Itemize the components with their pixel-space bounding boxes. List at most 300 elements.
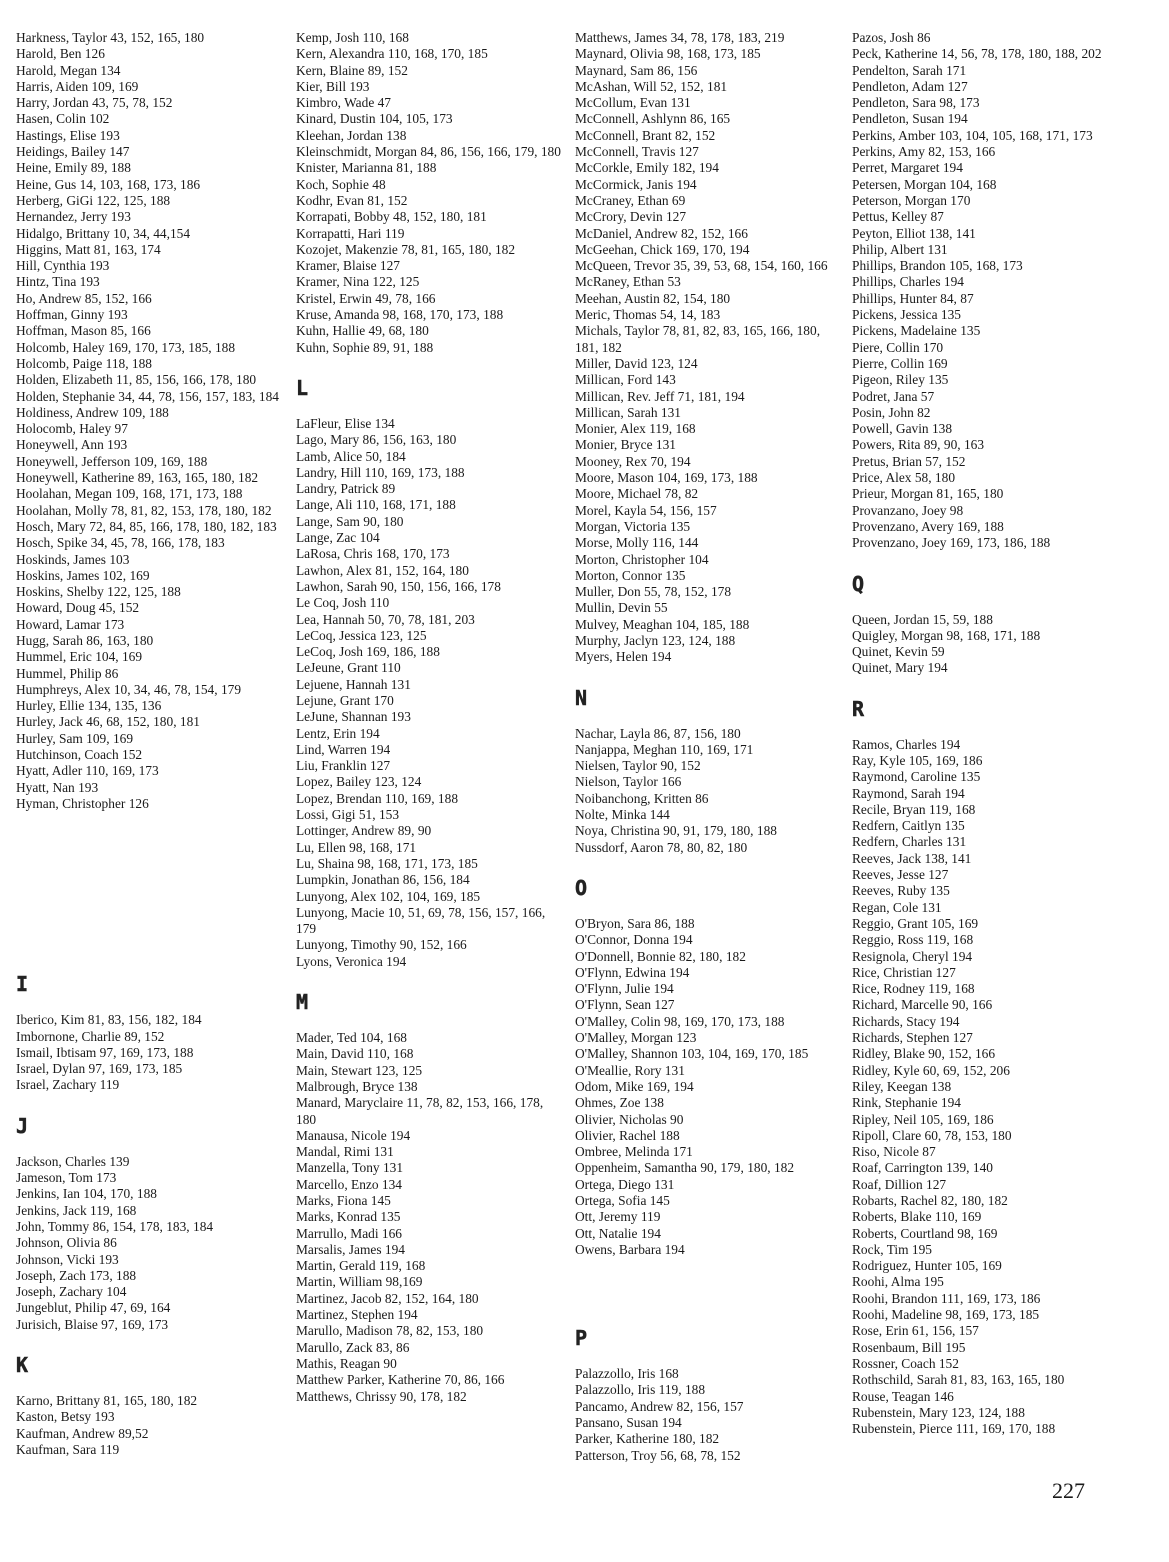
- index-entry: Provenzano, Joey 169, 173, 186, 188: [852, 535, 1051, 551]
- index-column-1: [16, 30, 284, 1458]
- index-entry: Liu, Franklin 127: [296, 758, 391, 774]
- index-entry: Holden, Stephanie 34, 44, 78, 156, 157, 183, 184: [16, 388, 279, 404]
- index-entry: Hutchinson, Coach 152: [16, 747, 143, 763]
- index-column-2: [296, 30, 564, 1405]
- index-entry: O'Flynn, Edwina 194: [575, 964, 690, 980]
- index-entry: Holden, Elizabeth 11, 85, 156, 166, 178, 180: [16, 372, 257, 388]
- index-entry: Kozojet, Makenzie 78, 81, 165, 180, 182: [296, 241, 516, 257]
- index-entry: Monier, Bryce 131: [575, 437, 676, 453]
- index-entry: Morgan, Victoria 135: [575, 518, 691, 534]
- index-section: [16, 1114, 284, 1333]
- page-number: 227: [1052, 1478, 1085, 1503]
- index-entry: Millican, Ford 143: [575, 372, 676, 388]
- index-entry: Lejuene, Hannah 131: [296, 676, 411, 692]
- index-entry: Honeywell, Katherine 89, 163, 165, 180, 182: [16, 470, 259, 486]
- index-section: [852, 572, 1132, 677]
- index-entry: Kaufman, Sara 119: [16, 1441, 120, 1457]
- index-entry: Rubenstein, Pierce 111, 169, 170, 188: [852, 1421, 1056, 1437]
- index-entry: LaRosa, Chris 168, 170, 173: [296, 546, 450, 562]
- index-entry: Pansano, Susan 194: [575, 1415, 682, 1431]
- index-entry: Jenkins, Ian 104, 170, 188: [16, 1186, 157, 1202]
- index-entry: Roohi, Madeline 98, 169, 173, 185: [852, 1307, 1040, 1323]
- index-entry: Reeves, Jack 138, 141: [852, 850, 972, 866]
- index-entry: Moore, Mason 104, 169, 173, 188: [575, 470, 758, 486]
- index-entry: McRaney, Ethan 53: [575, 274, 681, 290]
- index-entry: Patterson, Troy 56, 68, 78, 152: [575, 1447, 741, 1463]
- index-entry: Lu, Ellen 98, 168, 171: [296, 839, 417, 855]
- index-entry: Phillips, Hunter 84, 87: [852, 290, 974, 306]
- index-entry: Herberg, GiGi 122, 125, 188: [16, 192, 171, 208]
- index-entry: Mathis, Reagan 90: [296, 1355, 397, 1371]
- section-letter-heading: M: [296, 990, 309, 1015]
- index-entry: Hosch, Mary 72, 84, 85, 166, 178, 180, 182, 183: [16, 518, 277, 534]
- index-entry: Kemp, Josh 110, 168: [296, 30, 409, 45]
- index-entry: Hugg, Sarah 86, 163, 180: [16, 632, 154, 648]
- index-entry: Lea, Hannah 50, 70, 78, 181, 203: [296, 611, 475, 627]
- section-spacer: [16, 812, 284, 952]
- index-entry: McCrory, Devin 127: [575, 209, 687, 225]
- section-spacer: [575, 1258, 845, 1306]
- index-entry: Howard, Doug 45, 152: [16, 600, 140, 616]
- index-entry: Howard, Lamar 173: [16, 616, 125, 632]
- index-entry: Maynard, Sam 86, 156: [575, 62, 698, 78]
- index-entry: Miller, David 123, 124: [575, 355, 698, 371]
- index-entry: Roberts, Courtland 98, 169: [852, 1225, 998, 1241]
- index-entry: Myers, Helen 194: [575, 649, 672, 665]
- index-entry: Noibanchong, Kritten 86: [575, 790, 709, 806]
- index-entry: Hill, Cynthia 193: [16, 258, 110, 274]
- index-section: [296, 30, 564, 356]
- index-section: [575, 30, 845, 666]
- index-entry: McCorkle, Emily 182, 194: [575, 160, 719, 176]
- index-entry: Reggio, Ross 119, 168: [852, 932, 974, 948]
- index-entry: Nussdorf, Aaron 78, 80, 82, 180: [575, 839, 748, 855]
- index-entry: Marullo, Zack 83, 86: [296, 1339, 410, 1355]
- index-entry: Higgins, Matt 81, 163, 174: [16, 241, 161, 257]
- index-entry: Robarts, Rachel 82, 180, 182: [852, 1193, 1008, 1208]
- index-entry: Nielsen, Taylor 90, 152: [575, 758, 701, 774]
- index-entry: Martin, William 98,169: [296, 1274, 423, 1290]
- index-entry: Jurisich, Blaise 97, 169, 173: [16, 1316, 169, 1332]
- index-entry: Rosenbaum, Bill 195: [852, 1339, 966, 1355]
- index-entry: Hurley, Ellie 134, 135, 136: [16, 698, 162, 714]
- index-entry: Hurley, Jack 46, 68, 152, 180, 181: [16, 714, 200, 730]
- index-entry: LeCoq, Jessica 123, 125: [296, 627, 427, 643]
- index-entry: Meric, Thomas 54, 14, 183: [575, 307, 721, 323]
- index-entry: Palazzollo, Iris 168: [575, 1366, 679, 1382]
- index-entry: Recile, Bryan 119, 168: [852, 801, 976, 817]
- index-entry: Lossi, Gigi 51, 153: [296, 807, 400, 823]
- index-entry: Ray, Kyle 105, 169, 186: [852, 752, 983, 768]
- index-entry: O'Meallie, Rory 131: [575, 1062, 685, 1078]
- index-entry: Koch, Sophie 48: [296, 176, 386, 192]
- index-entry: Ott, Jeremy 119: [575, 1209, 661, 1225]
- index-entry: Jungeblut, Philip 47, 69, 164: [16, 1300, 171, 1316]
- index-entry: O'Flynn, Julie 194: [575, 981, 674, 997]
- index-entry: Lejune, Grant 170: [296, 692, 394, 708]
- index-entry: Lange, Zac 104: [296, 530, 380, 546]
- index-entry: Main, David 110, 168: [296, 1046, 414, 1062]
- index-entry: Morel, Kayla 54, 156, 157: [575, 502, 717, 518]
- index-entry: Hoskinds, James 103: [16, 551, 130, 567]
- index-entry: Korrapatti, Hari 119: [296, 225, 405, 241]
- index-entry: Roohi, Brandon 111, 169, 173, 186: [852, 1290, 1041, 1306]
- index-entry: Kaston, Betsy 193: [16, 1409, 115, 1425]
- index-entry: Lumpkin, Jonathan 86, 156, 184: [296, 872, 470, 888]
- index-entry: Peterson, Morgan 170: [852, 192, 971, 208]
- index-entry: Pancamo, Andrew 82, 156, 157: [575, 1398, 744, 1414]
- index-entry: Honeywell, Jefferson 109, 169, 188: [16, 453, 208, 469]
- index-entry: Landry, Patrick 89: [296, 481, 396, 497]
- index-entry: Kinard, Dustin 104, 105, 173: [296, 111, 453, 127]
- index-entry: Mandal, Rimi 131: [296, 1144, 394, 1160]
- index-entry: Rink, Stephanie 194: [852, 1095, 961, 1111]
- index-entry: Honeywell, Ann 193: [16, 437, 128, 453]
- index-entry: Quinet, Kevin 59: [852, 644, 945, 660]
- index-entry: Lu, Shaina 98, 168, 171, 173, 185: [296, 855, 478, 871]
- index-entry: Lunyong, Macie 10, 51, 69, 78, 156, 157, 166, 179: [296, 904, 546, 937]
- index-entry: Quinet, Mary 194: [852, 660, 948, 676]
- index-entry: O'Malley, Shannon 103, 104, 169, 170, 185: [575, 1046, 809, 1062]
- index-entry: Marks, Fiona 145: [296, 1193, 391, 1208]
- index-entry: Ortega, Sofia 145: [575, 1193, 670, 1208]
- index-entry: Richards, Stephen 127: [852, 1030, 973, 1046]
- index-entry: McConnell, Ashlynn 86, 165: [575, 111, 731, 127]
- index-entry: Ripley, Neil 105, 169, 186: [852, 1111, 994, 1127]
- index-entry: Karno, Brittany 81, 165, 180, 182: [16, 1393, 198, 1408]
- index-entry: Mulvey, Meaghan 104, 185, 188: [575, 616, 750, 632]
- section-letter-heading: K: [16, 1353, 29, 1377]
- index-entry: Palazzollo, Iris 119, 188: [575, 1382, 706, 1398]
- index-entry: O'Flynn, Sean 127: [575, 997, 675, 1013]
- index-entry: Holocomb, Haley 97: [16, 421, 128, 437]
- index-entry: Harold, Ben 126: [16, 46, 105, 62]
- index-entry: Pendleton, Adam 127: [852, 78, 968, 94]
- index-entry: Kramer, Blaise 127: [296, 258, 400, 274]
- index-entry: McConnell, Travis 127: [575, 144, 699, 160]
- index-entry: Ohmes, Zoe 138: [575, 1095, 664, 1111]
- index-entry: Manzella, Tony 131: [296, 1160, 404, 1176]
- index-entry: Powell, Gavin 138: [852, 421, 953, 437]
- index-entry: Le Coq, Josh 110: [296, 595, 390, 611]
- index-entry: McCollum, Evan 131: [575, 95, 691, 111]
- index-entry: Holdiness, Andrew 109, 188: [16, 404, 169, 420]
- index-entry: Hidalgo, Brittany 10, 34, 44,154: [16, 225, 191, 241]
- section-letter-heading: L: [296, 375, 309, 400]
- index-entry: Joseph, Zach 173, 188: [16, 1267, 137, 1283]
- index-entry: McCraney, Ethan 69: [575, 192, 686, 208]
- section-letter-heading: P: [575, 1326, 588, 1351]
- index-entry: Posin, John 82: [852, 404, 931, 420]
- index-entry: Rothschild, Sarah 81, 83, 163, 165, 180: [852, 1372, 1065, 1388]
- index-entry: Maynard, Olivia 98, 168, 173, 185: [575, 46, 761, 62]
- index-entry: Main, Stewart 123, 125: [296, 1062, 423, 1078]
- index-entry: Harkness, Taylor 43, 152, 165, 180: [16, 30, 205, 45]
- index-entry: Heine, Emily 89, 188: [16, 160, 131, 176]
- index-entry: Mader, Ted 104, 168: [296, 1030, 407, 1046]
- index-entry: Hoskins, Shelby 122, 125, 188: [16, 584, 181, 600]
- index-entry: Kern, Alexandra 110, 168, 170, 185: [296, 46, 488, 62]
- index-section: [16, 30, 284, 812]
- index-entry: Manausa, Nicole 194: [296, 1127, 411, 1143]
- index-entry: Peck, Katherine 14, 56, 78, 178, 180, 188, 202: [852, 46, 1102, 62]
- index-entry: Lottinger, Andrew 89, 90: [296, 823, 432, 839]
- index-entry: Redfern, Charles 131: [852, 834, 967, 850]
- index-entry: Lange, Sam 90, 180: [296, 513, 404, 529]
- index-entry: McDaniel, Andrew 82, 152, 166: [575, 225, 748, 241]
- index-entry: Kruse, Amanda 98, 168, 170, 173, 188: [296, 307, 504, 323]
- index-entry: McAshan, Will 52, 152, 181: [575, 78, 728, 94]
- index-entry: Matthew Parker, Katherine 70, 86, 166: [296, 1372, 505, 1388]
- index-entry: Pigeon, Riley 135: [852, 372, 949, 388]
- index-entry: Marks, Konrad 135: [296, 1209, 401, 1225]
- index-entry: O'Connor, Donna 194: [575, 932, 693, 948]
- index-entry: Lentz, Erin 194: [296, 725, 380, 741]
- index-entry: Meehan, Austin 82, 154, 180: [575, 290, 731, 306]
- index-entry: Marsalis, James 194: [296, 1241, 405, 1257]
- index-entry: Hoffman, Ginny 193: [16, 307, 128, 323]
- index-entry: Marcello, Enzo 134: [296, 1176, 402, 1192]
- index-entry: Hyman, Christopher 126: [16, 795, 149, 811]
- index-entry: Millican, Sarah 131: [575, 404, 681, 420]
- index-entry: Johnson, Vicki 193: [16, 1251, 119, 1267]
- index-entry: Parker, Katherine 180, 182: [575, 1431, 720, 1447]
- index-entry: Manard, Maryclaire 11, 78, 82, 153, 166, 178, 180: [296, 1095, 544, 1127]
- section-letter-heading: J: [16, 1113, 29, 1138]
- index-entry: Morse, Molly 116, 144: [575, 535, 699, 551]
- index-entry: Hoolahan, Megan 109, 168, 171, 173, 188: [16, 486, 243, 502]
- index-entry: Morton, Christopher 104: [575, 551, 709, 567]
- index-entry: Kleinschmidt, Morgan 84, 86, 156, 166, 179, 180: [296, 144, 561, 160]
- index-entry: Riley, Keegan 138: [852, 1078, 952, 1094]
- index-entry: Philip, Albert 131: [852, 241, 948, 257]
- index-entry: Reeves, Jesse 127: [852, 867, 949, 883]
- index-entry: Podret, Jana 57: [852, 388, 935, 404]
- index-entry: Nielson, Taylor 166: [575, 774, 682, 790]
- index-entry: Powers, Rita 89, 90, 163: [852, 437, 985, 453]
- index-entry: Heidings, Bailey 147: [16, 144, 130, 160]
- index-entry: Kuhn, Sophie 89, 91, 188: [296, 339, 434, 355]
- section-letter-heading: O: [575, 875, 588, 900]
- index-entry: Hummel, Eric 104, 169: [16, 649, 143, 665]
- index-entry: Redfern, Caitlyn 135: [852, 818, 965, 834]
- index-entry: Reggio, Grant 105, 169: [852, 915, 979, 931]
- index-entry: Jameson, Tom 173: [16, 1170, 117, 1186]
- index-entry: Lind, Warren 194: [296, 741, 391, 757]
- index-entry: Raymond, Caroline 135: [852, 769, 981, 785]
- index-entry: Lawhon, Sarah 90, 150, 156, 166, 178: [296, 578, 501, 594]
- index-entry: Olivier, Rachel 188: [575, 1127, 680, 1143]
- index-entry: Nachar, Layla 86, 87, 156, 180: [575, 725, 741, 741]
- index-entry: Lamb, Alice 50, 184: [296, 448, 406, 464]
- index-entry: Ripoll, Clare 60, 78, 153, 180: [852, 1127, 1012, 1143]
- index-entry: Kodhr, Evan 81, 152: [296, 192, 408, 208]
- index-entry: Hyatt, Adler 110, 169, 173: [16, 763, 159, 779]
- index-entry: Hummel, Philip 86: [16, 665, 119, 681]
- index-entry: Holcomb, Paige 118, 188: [16, 355, 152, 371]
- index-entry: McQueen, Trevor 35, 39, 53, 68, 154, 160, 166: [575, 258, 828, 274]
- index-entry: Pazos, Josh 86: [852, 30, 931, 45]
- index-entry: Hoolahan, Molly 78, 81, 82, 153, 178, 180, 182: [16, 502, 272, 518]
- index-entry: Pickens, Jessica 135: [852, 307, 961, 323]
- index-entry: Mooney, Rex 70, 194: [575, 453, 691, 469]
- index-entry: Lawhon, Alex 81, 152, 164, 180: [296, 562, 469, 578]
- index-entry: Ismail, Ibtisam 97, 169, 173, 188: [16, 1044, 194, 1060]
- index-entry: McCormick, Janis 194: [575, 176, 697, 192]
- index-entry: Ridley, Blake 90, 152, 166: [852, 1046, 996, 1062]
- index-entry: Martinez, Jacob 82, 152, 164, 180: [296, 1290, 479, 1306]
- index-entry: Nolte, Minka 144: [575, 807, 670, 823]
- index-entry: Pierre, Collin 169: [852, 355, 948, 371]
- index-entry: Lunyong, Alex 102, 104, 169, 185: [296, 888, 481, 904]
- index-entry: Owens, Barbara 194: [575, 1241, 685, 1257]
- index-entry: Martin, Gerald 119, 168: [296, 1258, 426, 1274]
- index-entry: Monier, Alex 119, 168: [575, 421, 696, 437]
- index-entry: LaFleur, Elise 134: [296, 415, 395, 431]
- index-entry: Hernandez, Jerry 193: [16, 209, 131, 225]
- index-entry: Marrullo, Madi 166: [296, 1225, 402, 1241]
- index-entry: Peyton, Elliot 138, 141: [852, 225, 976, 241]
- index-entry: Quigley, Morgan 98, 168, 171, 188: [852, 627, 1041, 643]
- index-entry: Pettus, Kelley 87: [852, 209, 944, 225]
- index-entry: Rock, Tim 195: [852, 1241, 932, 1257]
- index-entry: Marullo, Madison 78, 82, 153, 180: [296, 1323, 484, 1339]
- index-entry: Reeves, Ruby 135: [852, 883, 950, 899]
- index-entry: Heine, Gus 14, 103, 168, 173, 186: [16, 176, 201, 192]
- index-entry: Moore, Michael 78, 82: [575, 486, 699, 502]
- index-entry: Oppenheim, Samantha 90, 179, 180, 182: [575, 1160, 795, 1176]
- index-entry: Matthews, James 34, 78, 178, 183, 219: [575, 30, 785, 45]
- index-entry: Perkins, Amy 82, 153, 166: [852, 144, 996, 160]
- index-entry: Israel, Dylan 97, 169, 173, 185: [16, 1061, 183, 1077]
- index-entry: Hyatt, Nan 193: [16, 779, 99, 795]
- index-entry: Raymond, Sarah 194: [852, 785, 965, 801]
- index-entry: Harris, Aiden 109, 169: [16, 78, 139, 94]
- index-entry: Kleehan, Jordan 138: [296, 127, 407, 143]
- index-entry: Hasen, Colin 102: [16, 111, 110, 127]
- index-entry: Hintz, Tina 193: [16, 274, 100, 290]
- index-entry: Kier, Bill 193: [296, 78, 370, 94]
- index-entry: Korrapati, Bobby 48, 152, 180, 181: [296, 209, 487, 225]
- index-entry: Kimbro, Wade 47: [296, 95, 391, 111]
- index-entry: Jackson, Charles 139: [16, 1153, 130, 1169]
- index-entry: O'Malley, Morgan 123: [575, 1030, 697, 1046]
- index-entry: Michals, Taylor 78, 81, 82, 83, 165, 166, 180, 181, 182: [575, 323, 821, 355]
- index-entry: Rubenstein, Mary 123, 124, 188: [852, 1404, 1025, 1420]
- index-entry: Mullin, Devin 55: [575, 600, 668, 616]
- index-section: [575, 876, 845, 1258]
- index-column-3: [575, 30, 845, 1464]
- index-entry: Hoskins, James 102, 169: [16, 567, 150, 583]
- section-letter-heading: R: [852, 696, 865, 721]
- index-entry: Harry, Jordan 43, 75, 78, 152: [16, 95, 173, 111]
- index-entry: O'Donnell, Bonnie 82, 180, 182: [575, 948, 746, 964]
- index-entry: Iberico, Kim 81, 83, 156, 182, 184: [16, 1012, 202, 1028]
- index-entry: Jenkins, Jack 119, 168: [16, 1202, 137, 1218]
- index-entry: Murphy, Jaclyn 123, 124, 188: [575, 632, 736, 648]
- index-column-4: [852, 30, 1132, 1437]
- index-entry: LeJeune, Grant 110: [296, 660, 401, 676]
- index-entry: Ridley, Kyle 60, 69, 152, 206: [852, 1062, 1010, 1078]
- index-entry: McGeehan, Chick 169, 170, 194: [575, 241, 750, 257]
- index-entry: Perret, Margaret 194: [852, 160, 963, 176]
- index-entry: Rodriguez, Hunter 105, 169: [852, 1258, 1002, 1274]
- index-entry: Pendleton, Susan 194: [852, 111, 968, 127]
- index-entry: Millican, Rev. Jeff 71, 181, 194: [575, 388, 745, 404]
- index-entry: Rouse, Teagan 146: [852, 1388, 954, 1404]
- index-entry: John, Tommy 86, 154, 178, 183, 184: [16, 1218, 214, 1234]
- index-entry: Imbornone, Charlie 89, 152: [16, 1028, 165, 1044]
- index-entry: Kristel, Erwin 49, 78, 166: [296, 290, 436, 306]
- index-entry: Riso, Nicole 87: [852, 1144, 936, 1160]
- index-entry: Ombree, Melinda 171: [575, 1144, 693, 1160]
- index-entry: Rice, Rodney 119, 168: [852, 981, 975, 997]
- index-entry: Provenzano, Avery 169, 188: [852, 518, 1004, 534]
- index-entry: Perkins, Amber 103, 104, 105, 168, 171, 173: [852, 127, 1093, 143]
- index-section: [16, 1353, 284, 1458]
- index-entry: Lago, Mary 86, 156, 163, 180: [296, 432, 457, 448]
- index-entry: Muller, Don 55, 78, 152, 178: [575, 584, 732, 600]
- index-entry: Morton, Connor 135: [575, 567, 686, 583]
- index-section: [575, 1326, 845, 1464]
- index-entry: Price, Alex 58, 180: [852, 470, 956, 486]
- index-entry: Matthews, Chrissy 90, 178, 182: [296, 1388, 467, 1404]
- index-entry: Ramos, Charles 194: [852, 736, 961, 752]
- index-entry: Malbrough, Bryce 138: [296, 1078, 418, 1094]
- index-entry: Lopez, Brendan 110, 169, 188: [296, 790, 459, 806]
- index-entry: Rice, Christian 127: [852, 964, 956, 980]
- index-entry: Israel, Zachary 119: [16, 1077, 120, 1093]
- index-section: [575, 686, 845, 856]
- index-entry: Odom, Mike 169, 194: [575, 1078, 694, 1094]
- index-entry: Richard, Marcelle 90, 166: [852, 997, 993, 1013]
- index-entry: Phillips, Brandon 105, 168, 173: [852, 258, 1023, 274]
- index-entry: Joseph, Zachary 104: [16, 1284, 127, 1300]
- index-section: [852, 30, 1132, 552]
- index-entry: Rossner, Coach 152: [852, 1355, 959, 1371]
- index-entry: LeCoq, Josh 169, 186, 188: [296, 644, 440, 660]
- index-entry: Regan, Cole 131: [852, 899, 942, 915]
- index-entry: Ortega, Diego 131: [575, 1176, 675, 1192]
- section-letter-heading: I: [16, 972, 29, 997]
- index-entry: Pendelton, Sarah 171: [852, 62, 967, 78]
- index-entry: Roaf, Carrington 139, 140: [852, 1160, 993, 1176]
- index-entry: Phillips, Charles 194: [852, 274, 964, 290]
- index-entry: LeJune, Shannan 193: [296, 709, 411, 725]
- index-entry: Hurley, Sam 109, 169: [16, 730, 134, 746]
- index-entry: Richards, Stacy 194: [852, 1013, 960, 1029]
- index-section: [296, 376, 564, 970]
- index-entry: Hosch, Spike 34, 45, 78, 166, 178, 183: [16, 535, 225, 551]
- index-entry: Pendleton, Sara 98, 173: [852, 95, 980, 111]
- section-letter-heading: Q: [852, 571, 865, 596]
- index-entry: O'Bryon, Sara 86, 188: [575, 915, 695, 931]
- section-letter-heading: N: [575, 685, 588, 710]
- index-entry: Olivier, Nicholas 90: [575, 1111, 684, 1127]
- index-entry: Lange, Ali 110, 168, 171, 188: [296, 497, 456, 513]
- index-entry: Johnson, Olivia 86: [16, 1235, 117, 1251]
- index-entry: Lopez, Bailey 123, 124: [296, 774, 422, 790]
- index-entry: Hastings, Elise 193: [16, 127, 120, 143]
- index-entry: Prieur, Morgan 81, 165, 180: [852, 486, 1004, 502]
- index-entry: Ott, Natalie 194: [575, 1225, 661, 1241]
- index-entry: Kern, Blaine 89, 152: [296, 62, 408, 78]
- index-entry: Pretus, Brian 57, 152: [852, 453, 966, 469]
- index-entry: Kuhn, Hallie 49, 68, 180: [296, 323, 429, 339]
- index-section: [852, 697, 1132, 1438]
- index-entry: Landry, Hill 110, 169, 173, 188: [296, 464, 465, 480]
- index-entry: Knister, Marianna 81, 188: [296, 160, 437, 176]
